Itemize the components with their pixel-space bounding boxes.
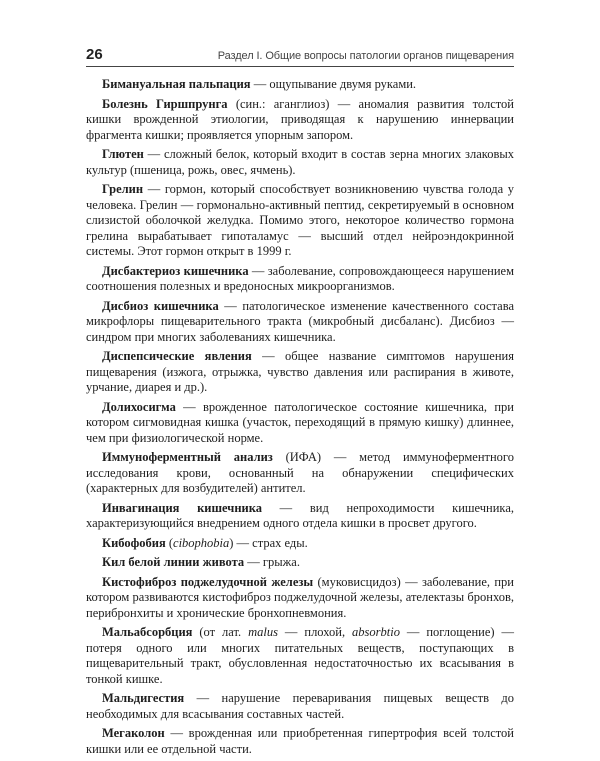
glossary-entry [86, 555, 514, 571]
glossary-entry [86, 400, 514, 447]
entry-definition: (син.: аганглиоз) — аномалия развития толстой кишки врожденной этиологии, приводящая к нарушению иннервации фрагмента кишки; проявляется упорным запором. [86, 96, 514, 142]
entry-definition: (от лат. [192, 625, 249, 639]
entry-definition: — патологическое изменение качественного состава микрофлоры пищеварительного тракта (микробный дисбаланс). Дисбиоз — синдром при многих заболеваниях кишечника. [86, 298, 514, 344]
entry-definition: — сложный белок, который входит в состав зерна многих злаковых культур (пшеница, рожь, овес, ячмень). [86, 147, 514, 177]
entry-term: Кибофобия [102, 535, 166, 550]
glossary-entry [86, 691, 514, 722]
entry-latin-term: absorbtio [352, 625, 400, 639]
entry-definition: — врожденная или приобретенная гипертрофия всей толстой кишки или ее отдельной части. [86, 726, 514, 756]
entry-definition: — заболевание, сопровождающееся нарушением соотношения полезных и вредоносных микроорганизмов. [86, 263, 515, 293]
glossary-entry [86, 299, 514, 346]
entry-latin-term: malus [248, 625, 278, 639]
entry-term: Диспепсические явления [102, 349, 252, 363]
glossary-entry [86, 97, 514, 144]
entry-term: Дисбактериоз кишечника [102, 263, 249, 278]
entry-term: Грелин [102, 182, 144, 196]
glossary-entry [86, 501, 514, 532]
header-rule [86, 66, 514, 67]
glossary-entry [86, 147, 514, 178]
glossary-entry [86, 575, 514, 622]
entry-definition: — ощупывание двумя руками. [250, 77, 417, 91]
entry-definition: — нарушение переваривания пищевых веществ до необходимых для всасывания составных частей. [86, 691, 514, 721]
entry-definition: — грыжа. [244, 555, 300, 569]
glossary-entry [86, 536, 514, 552]
glossary-entry [86, 726, 514, 757]
entry-definition: ( [165, 535, 174, 550]
entry-definition: (ИФА) — метод иммуноферментного исследования крови, основанный на обнаружении специфических (характерных для возбудителей) антител. [86, 450, 514, 495]
entry-term: Кистофиброз поджелудочной железы [102, 574, 314, 589]
entry-term: Иммуноферментный анализ [102, 450, 273, 464]
entry-latin-term: cibophobia [173, 535, 230, 550]
entry-term: Бимануальная пальпация [102, 77, 251, 91]
entry-term: Мальабсорбция [102, 625, 193, 639]
glossary-entry [86, 625, 514, 687]
entry-term: Мегаколон [102, 726, 165, 740]
glossary-entry [86, 77, 514, 93]
entry-definition: — врожденное патологическое состояние кишечника, при котором сигмовидная кишка (участок, переходящий в прямую кишку) длиннее, чем при физиологической норме. [86, 399, 514, 445]
entry-term: Болезнь Гиршпрунга [102, 96, 228, 111]
entry-definition: — плохой, [277, 625, 353, 639]
entry-term: Глютен [102, 147, 144, 161]
entry-term: Инвагинация кишечника [102, 500, 263, 515]
entry-definition: — вид непроходимости кишечника, характеризующийся внедрением одного отдела кишки в просвет другого. [86, 500, 514, 530]
entry-term: Кил белой линии живота [102, 555, 245, 569]
glossary-entry [86, 264, 514, 295]
entry-term: Мальдигестия [102, 691, 185, 705]
entry-definition: — общее название симптомов нарушения пищеварения (изжога, отрыжка, чувство давления или распирания в животе, урчание, диарея и др.). [86, 349, 514, 394]
glossary-entry [86, 450, 514, 497]
entry-definition: (муковисцидоз) — заболевание, при котором развиваются кистофиброз поджелудочной железы, ателектазы бронхов, перибронхиты и хронические бронхопневмония. [86, 574, 514, 620]
running-head: Раздел I. Общие вопросы патологии органов пищеварения [217, 50, 514, 62]
glossary-entry [86, 349, 514, 396]
glossary-entry [86, 182, 514, 260]
entry-term: Дисбиоз кишечника [102, 298, 219, 313]
page-number: 26 [86, 46, 103, 63]
entry-definition: — поглощение) — потеря одного или многих питательных веществ, поступающих в пищеварительный тракт, обусловленная недостаточностью их всасывания в тонкой кишке. [86, 625, 514, 686]
entry-definition: — гормон, который способствует возникновению чувства голода у человека. Грелин — гормонально-активный пептид, секретируемый в основном слизистой оболочкой желудка. Помимо этого, некоторое количество гормона грелина вырабатывает гипоталамус — высший отдел нейроэндокринной системы. Этот гормон открыт в 1999 г. [86, 182, 514, 258]
glossary-body [86, 77, 514, 761]
entry-term: Долихосигма [102, 399, 176, 414]
entry-definition: ) — страх еды. [229, 535, 308, 550]
